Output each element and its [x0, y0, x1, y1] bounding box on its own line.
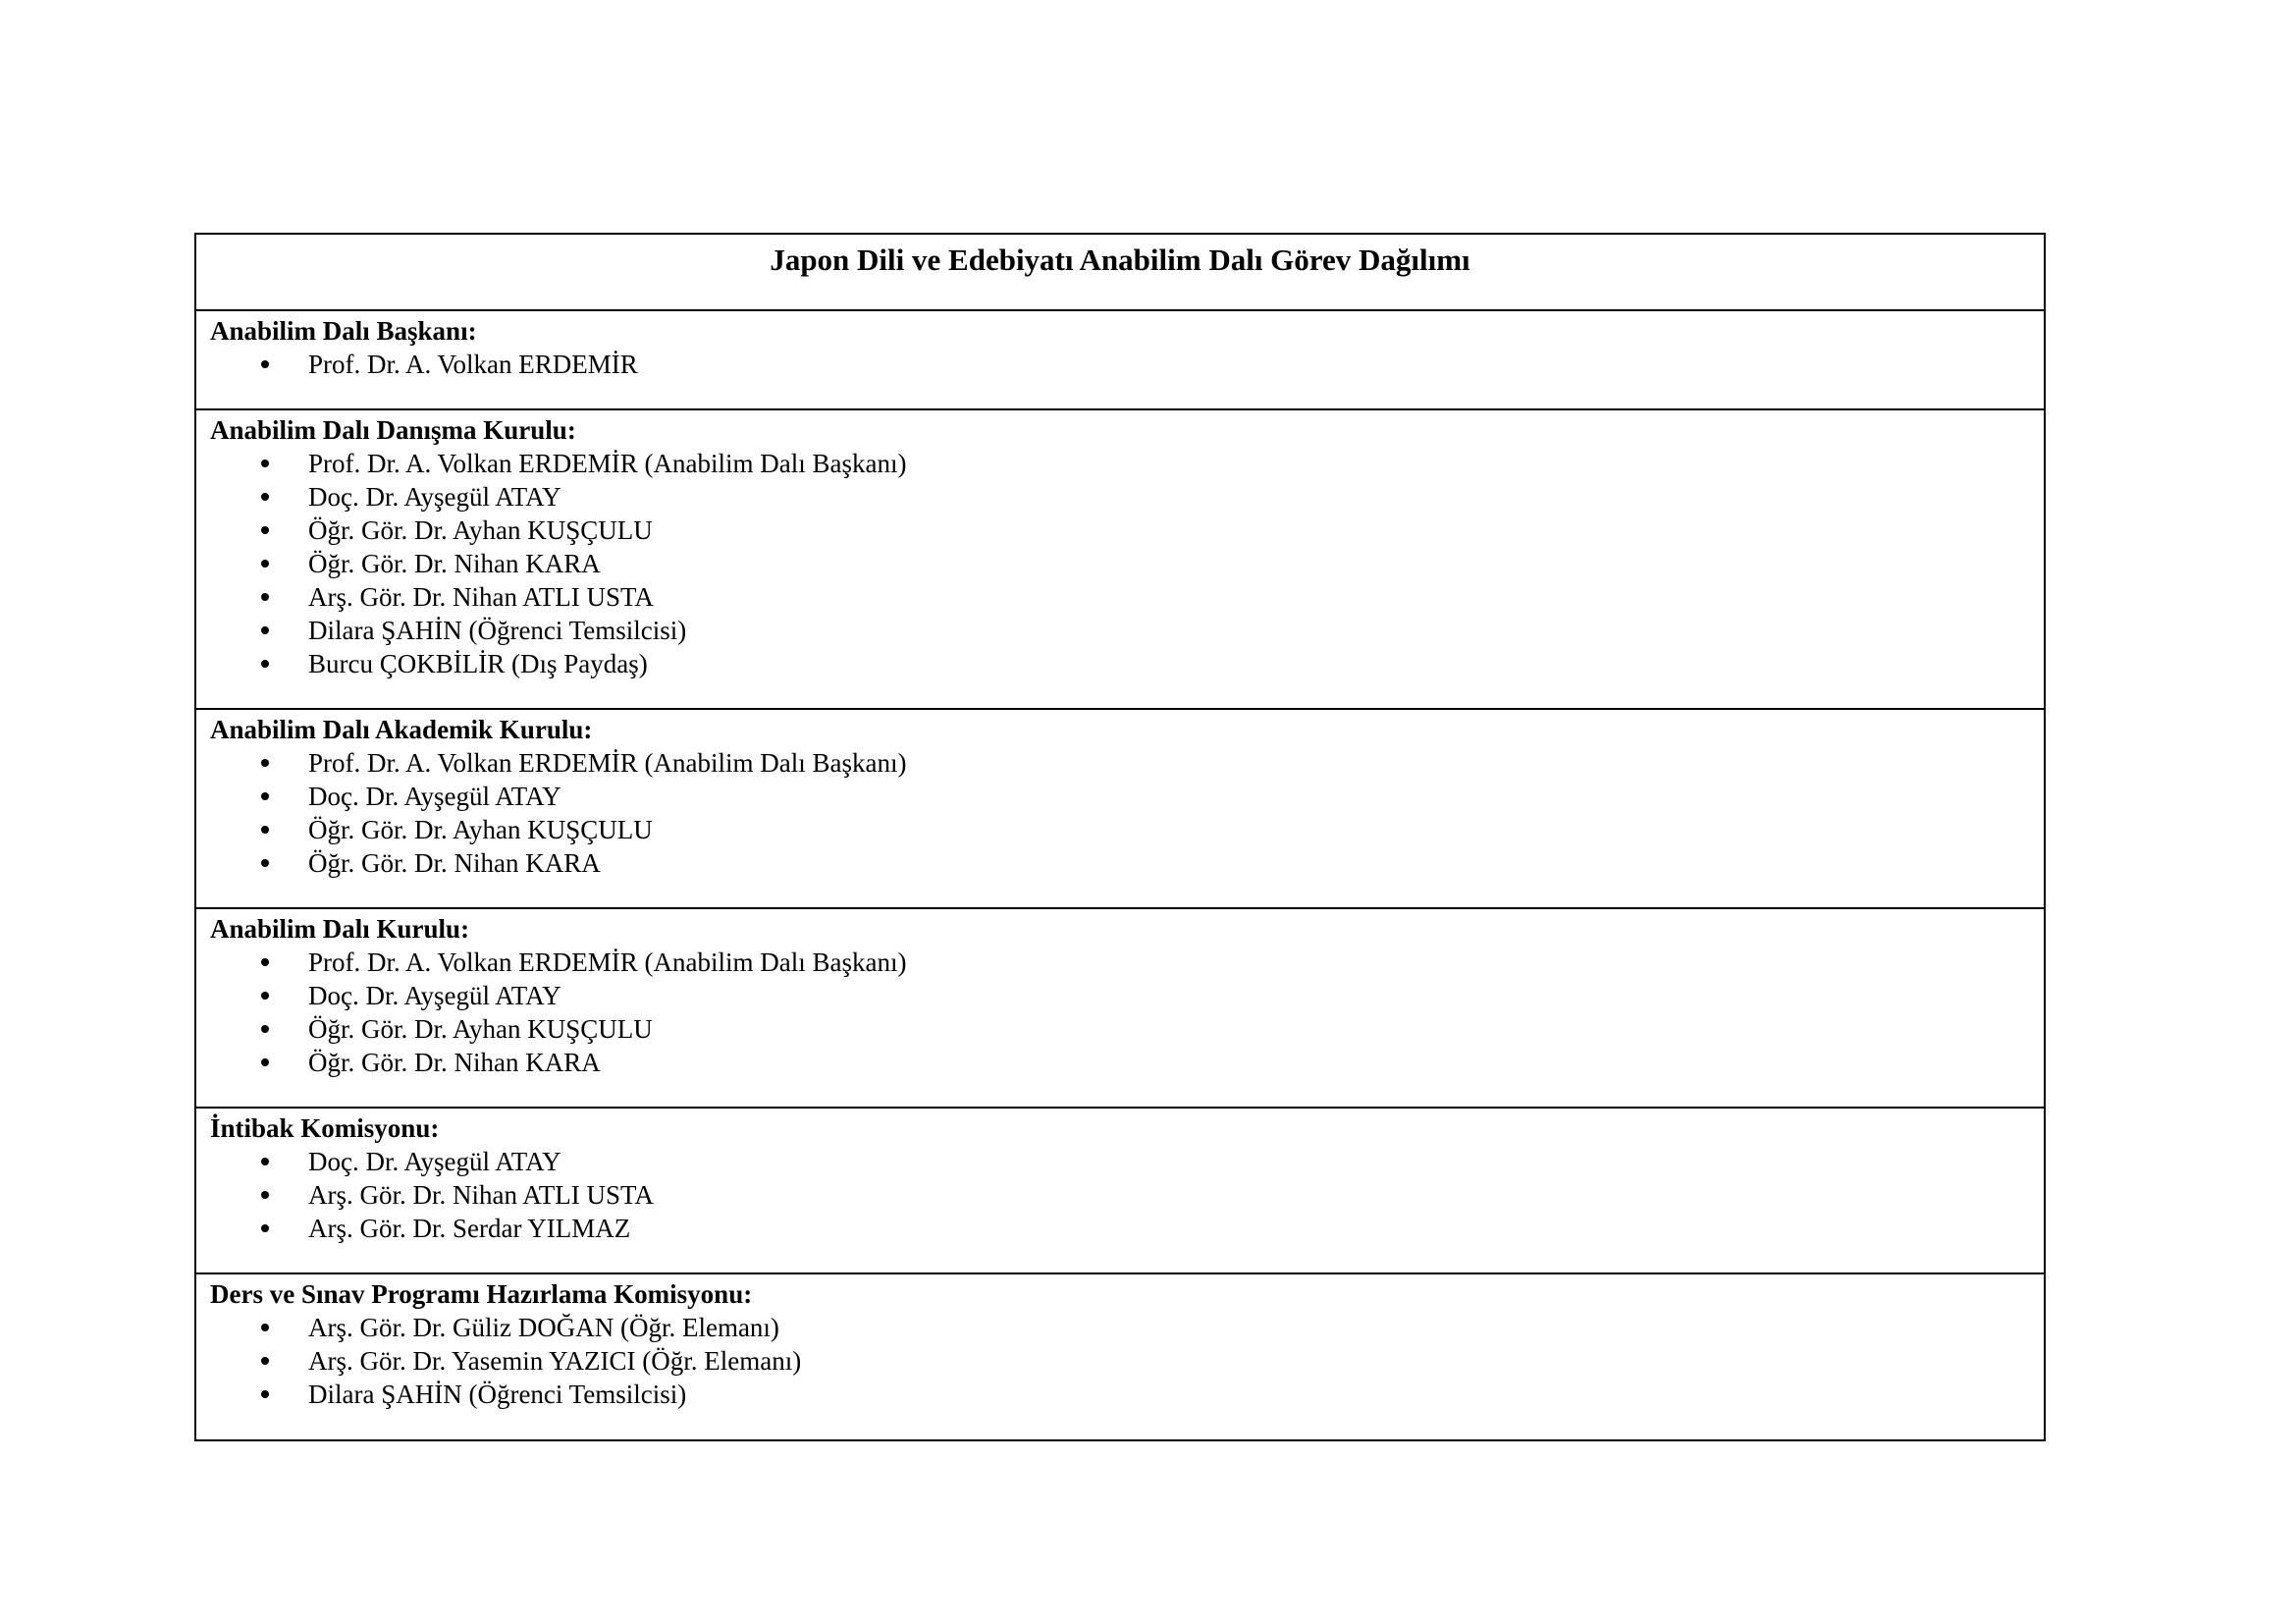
- bullet-icon: [261, 560, 269, 568]
- list-item: [210, 946, 2030, 979]
- section-2: [196, 410, 2044, 710]
- member-name: Dilara ŞAHİN (Öğrenci Temsilcisi): [308, 1380, 687, 1409]
- list-item: [210, 979, 2030, 1012]
- section-3: [196, 710, 2044, 909]
- bullet-icon: [261, 660, 269, 668]
- list-item: [210, 447, 2030, 480]
- bullet-icon: [261, 1158, 269, 1165]
- member-name: Doç. Dr. Ayşegül ATAY: [308, 1147, 561, 1176]
- list-item: [210, 480, 2030, 514]
- list-item: [210, 846, 2030, 880]
- bullet-icon: [261, 1390, 269, 1398]
- member-name: Doç. Dr. Ayşegül ATAY: [308, 482, 561, 512]
- bullet-icon: [261, 1224, 269, 1232]
- member-name: Öğr. Gör. Dr. Nihan KARA: [308, 549, 601, 578]
- member-name: Doç. Dr. Ayşegül ATAY: [308, 782, 561, 811]
- list-item: [210, 1212, 2030, 1245]
- bullet-icon: [261, 958, 269, 966]
- bullet-icon: [261, 526, 269, 534]
- section-heading: İntibak Komisyonu:: [210, 1113, 440, 1143]
- bullet-icon: [261, 859, 269, 867]
- section-heading: Anabilim Dalı Başkanı:: [210, 316, 477, 346]
- list-item: [210, 746, 2030, 780]
- list-item: [210, 1344, 2030, 1378]
- member-list: [210, 946, 2030, 1079]
- member-name: Öğr. Gör. Dr. Nihan KARA: [308, 1048, 601, 1077]
- section-heading: Ders ve Sınav Programı Hazırlama Komisyonu:: [210, 1279, 753, 1309]
- member-name: Öğr. Gör. Dr. Ayhan KUŞÇULU: [308, 515, 653, 545]
- list-item: [210, 348, 2030, 381]
- section-heading: Anabilim Dalı Kurulu:: [210, 914, 470, 944]
- bullet-icon: [261, 1058, 269, 1066]
- member-name: Burcu ÇOKBİLİR (Dış Paydaş): [308, 649, 648, 678]
- bullet-icon: [261, 360, 269, 368]
- member-name: Arş. Gör. Dr. Serdar YILMAZ: [308, 1214, 631, 1243]
- document-title: Japon Dili ve Edebiyatı Anabilim Dalı Görev Dağılımı: [196, 235, 2044, 311]
- list-item: [210, 647, 2030, 680]
- member-name: Doç. Dr. Ayşegül ATAY: [308, 981, 561, 1010]
- member-name: Öğr. Gör. Dr. Nihan KARA: [308, 848, 601, 878]
- member-name: Prof. Dr. A. Volkan ERDEMİR: [308, 350, 638, 379]
- list-item: [210, 1046, 2030, 1079]
- list-item: [210, 514, 2030, 547]
- bullet-icon: [261, 626, 269, 634]
- member-list: [210, 1311, 2030, 1411]
- member-name: Öğr. Gör. Dr. Ayhan KUŞÇULU: [308, 1014, 653, 1044]
- member-name: Arş. Gör. Dr. Nihan ATLI USTA: [308, 1180, 654, 1210]
- bullet-icon: [261, 992, 269, 1000]
- member-name: Arş. Gör. Dr. Güliz DOĞAN (Öğr. Elemanı): [308, 1313, 779, 1342]
- member-name: Öğr. Gör. Dr. Ayhan KUŞÇULU: [308, 815, 653, 844]
- duty-distribution-table: [194, 233, 2046, 1441]
- section-1: [196, 311, 2044, 410]
- bullet-icon: [261, 792, 269, 800]
- member-list: [210, 447, 2030, 680]
- bullet-icon: [261, 826, 269, 834]
- bullet-icon: [261, 1357, 269, 1365]
- list-item: [210, 614, 2030, 647]
- list-item: [210, 780, 2030, 813]
- bullet-icon: [261, 1191, 269, 1199]
- sections-container: [196, 311, 2044, 1439]
- list-item: [210, 547, 2030, 580]
- section-6: [196, 1274, 2044, 1439]
- member-list: [210, 746, 2030, 880]
- section-5: [196, 1109, 2044, 1274]
- bullet-icon: [261, 1324, 269, 1331]
- bullet-icon: [261, 1025, 269, 1033]
- list-item: [210, 1378, 2030, 1411]
- member-list: [210, 348, 2030, 381]
- member-name: Prof. Dr. A. Volkan ERDEMİR (Anabilim Dalı Başkanı): [308, 449, 907, 478]
- member-name: Arş. Gör. Dr. Nihan ATLI USTA: [308, 582, 654, 612]
- list-item: [210, 1178, 2030, 1212]
- list-item: [210, 580, 2030, 614]
- bullet-icon: [261, 759, 269, 767]
- member-name: Prof. Dr. A. Volkan ERDEMİR (Anabilim Dalı Başkanı): [308, 947, 907, 977]
- member-name: Arş. Gör. Dr. Yasemin YAZICI (Öğr. Elemanı): [308, 1346, 802, 1376]
- list-item: [210, 1311, 2030, 1344]
- member-name: Prof. Dr. A. Volkan ERDEMİR (Anabilim Dalı Başkanı): [308, 748, 907, 778]
- bullet-icon: [261, 593, 269, 601]
- bullet-icon: [261, 493, 269, 501]
- member-name: Dilara ŞAHİN (Öğrenci Temsilcisi): [308, 616, 687, 645]
- list-item: [210, 813, 2030, 846]
- list-item: [210, 1145, 2030, 1178]
- member-list: [210, 1145, 2030, 1245]
- list-item: [210, 1012, 2030, 1046]
- section-4: [196, 909, 2044, 1109]
- section-heading: Anabilim Dalı Akademik Kurulu:: [210, 715, 593, 744]
- bullet-icon: [261, 460, 269, 467]
- section-heading: Anabilim Dalı Danışma Kurulu:: [210, 415, 576, 445]
